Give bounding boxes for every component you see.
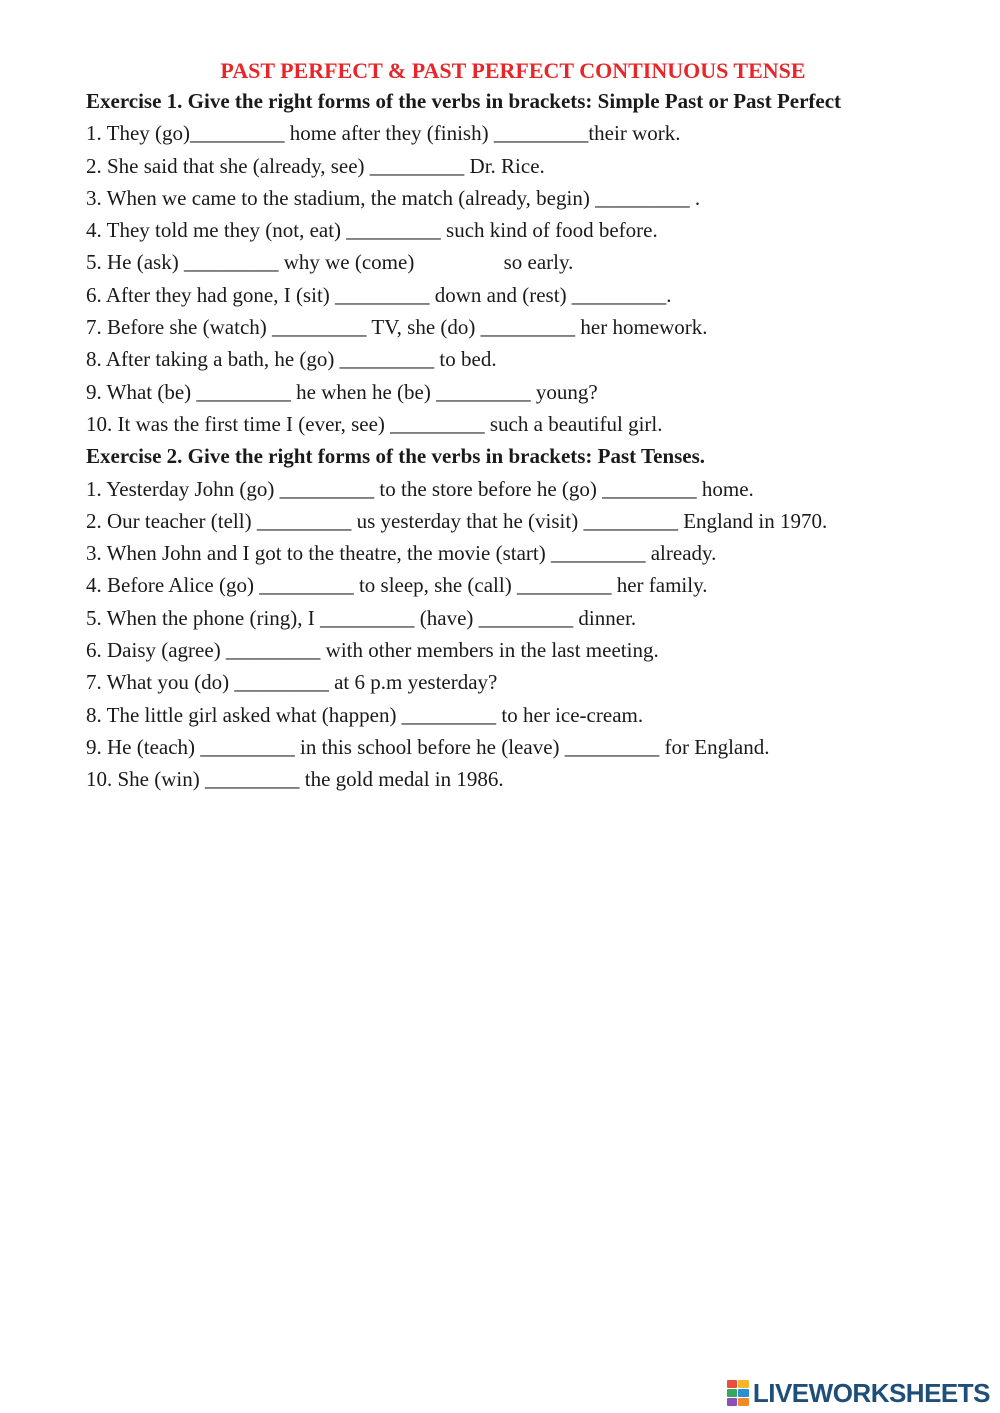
exercise-2-item: 5. When the phone (ring), I _________ (have) _________ dinner.: [86, 605, 637, 630]
exercise-2-item: 9. He (teach) _________ in this school before he (leave) _________ for England.: [86, 734, 770, 759]
liveworksheets-logo-icon: [727, 1380, 749, 1406]
exercise-1-item: 8. After taking a bath, he (go) _________ to bed.: [86, 347, 497, 372]
worksheet-title: PAST PERFECT & PAST PERFECT CONTINUOUS TENSE: [220, 58, 806, 83]
exercise-1-item: 7. Before she (watch) _________ TV, she (do) _________ her homework.: [86, 315, 708, 340]
exercise-1-item: 3. When we came to the stadium, the match (already, begin) _________ .: [86, 185, 701, 210]
exercise-1-item: 2. She said that she (already, see) _________ Dr. Rice.: [86, 153, 545, 178]
liveworksheets-logo[interactable]: [727, 1378, 990, 1408]
liveworksheets-logo-text: LIVEWORKSHEETS: [752, 1378, 990, 1408]
exercise-1-item: 1. They (go)_________ home after they (finish) _________their work.: [86, 121, 681, 146]
exercise-2-heading: Exercise 2. Give the right forms of the verbs in brackets: Past Tenses.: [86, 444, 706, 469]
exercise-1-item: 10. It was the first time I (ever, see) _________ such a beautiful girl.: [86, 411, 663, 436]
exercise-2-item: 7. What you (do) _________ at 6 p.m yesterday?: [86, 670, 498, 695]
exercise-2-item: 2. Our teacher (tell) _________ us yesterday that he (visit) _________ England in 1970.: [86, 508, 828, 533]
exercise-2-item: 1. Yesterday John (go) _________ to the store before he (go) _________ home.: [86, 476, 754, 501]
exercise-1-item: 4. They told me they (not, eat) _________ such kind of food before.: [86, 218, 658, 243]
exercise-1-heading: Exercise 1. Give the right forms of the verbs in brackets: Simple Past or Past Perfect: [86, 89, 842, 113]
exercise-1-item: 5. He (ask) _________ why we (come) so early.: [86, 250, 574, 275]
exercise-2-item: 3. When John and I got to the theatre, the movie (start) _________ already.: [86, 541, 717, 566]
worksheet-content: [86, 85, 966, 796]
exercise-2-item: 4. Before Alice (go) _________ to sleep, she (call) _________ her family.: [86, 573, 708, 598]
exercise-2-item: 8. The little girl asked what (happen) _________ to her ice-cream.: [86, 702, 644, 727]
exercise-1-item: 9. What (be) _________ he when he (be) _________ young?: [86, 379, 598, 404]
exercise-2-item: 6. Daisy (agree) _________ with other members in the last meeting.: [86, 638, 659, 663]
exercise-2-item: 10. She (win) _________ the gold medal in 1986.: [86, 767, 504, 792]
exercise-1-item: 6. After they had gone, I (sit) _________ down and (rest) _________.: [86, 282, 672, 307]
